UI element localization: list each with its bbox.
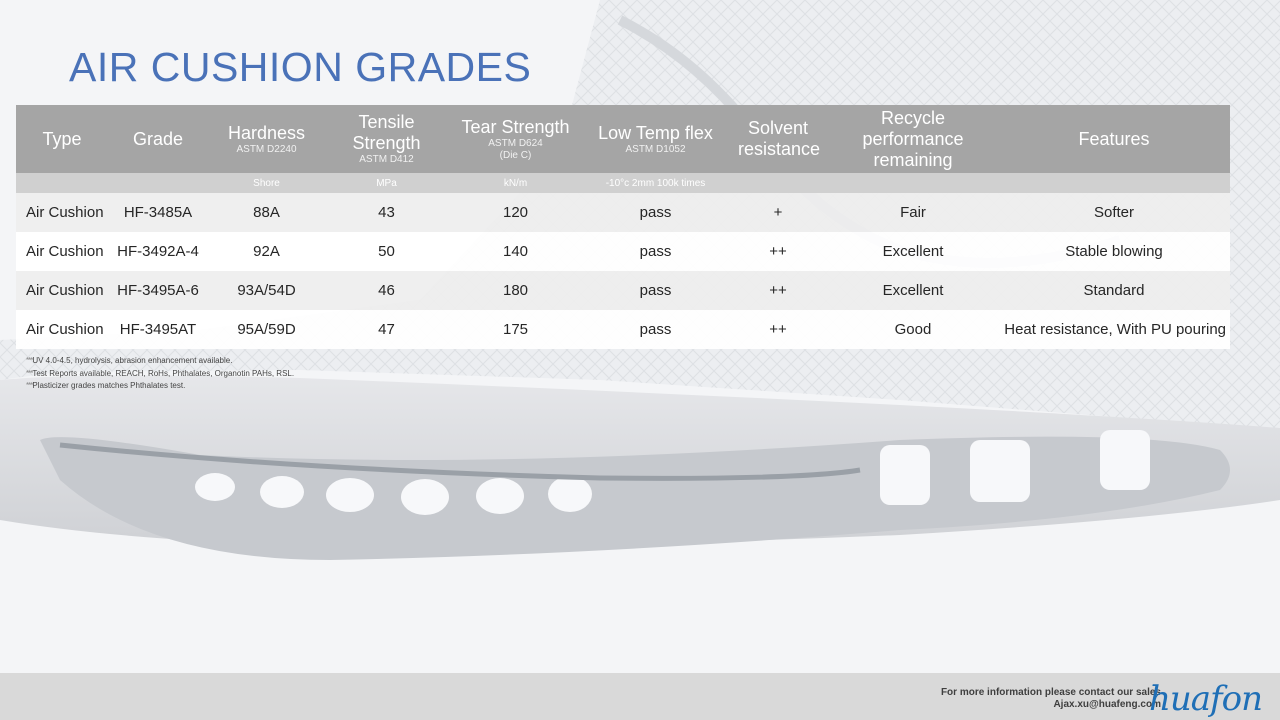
table-row — [16, 271, 1230, 310]
units-row — [16, 173, 1230, 193]
unit-cell — [998, 173, 1230, 193]
footnote-line: ***UV 4.0-4.5, hydrolysis, abrasion enhancement available. — [26, 356, 233, 365]
cell-low-temp: pass — [583, 232, 728, 271]
cell-type: Air Cushion — [16, 193, 108, 232]
cell-features: Standard — [998, 271, 1230, 310]
footer-bar — [0, 673, 1280, 720]
air-cushion-grades-table — [16, 105, 1230, 349]
unit-cell — [828, 173, 998, 193]
table-row — [16, 232, 1230, 271]
contact-email[interactable]: Ajax.xu@huafeng.com — [1053, 699, 1161, 710]
cell-features: Stable blowing — [998, 232, 1230, 271]
cell-hardness: 93A/54D — [208, 271, 325, 310]
cell-low-temp: pass — [583, 271, 728, 310]
header-grade: Grade — [108, 105, 208, 173]
cell-tear: 140 — [448, 232, 583, 271]
unit-cell: Shore — [208, 173, 325, 193]
header-features: Features — [998, 105, 1230, 173]
header-type: Type — [16, 105, 108, 173]
cell-hardness: 95A/59D — [208, 310, 325, 349]
table-header-row — [16, 105, 1230, 173]
header-recycle-performance: Recycle performance remaining — [828, 105, 998, 173]
cell-low-temp: pass — [583, 193, 728, 232]
table-row — [16, 310, 1230, 349]
cell-grade: HF-3495AT — [108, 310, 208, 349]
header-solvent-resistance: Solvent resistance — [728, 105, 828, 173]
cell-solvent: ++ — [728, 310, 828, 349]
header-hardness: Hardness ASTM D2240 — [208, 105, 325, 173]
cell-tensile: 46 — [325, 271, 448, 310]
cell-tensile: 50 — [325, 232, 448, 271]
cell-features: Softer — [998, 193, 1230, 232]
cell-low-temp: pass — [583, 310, 728, 349]
page-title: AIR CUSHION GRADES — [69, 44, 532, 90]
header-low-temp-flex: Low Temp flex ASTM D1052 — [583, 105, 728, 173]
cell-hardness: 92A — [208, 232, 325, 271]
cell-tear: 180 — [448, 271, 583, 310]
cell-recycle: Fair — [828, 193, 998, 232]
cell-type: Air Cushion — [16, 232, 108, 271]
cell-hardness: 88A — [208, 193, 325, 232]
footnote-line: ***Test Reports available, REACH, RoHs, Phthalates, Organotin PAHs, RSL. — [26, 368, 295, 378]
table-row — [16, 193, 1230, 232]
cell-grade: HF-3492A-4 — [108, 232, 208, 271]
footnotes — [26, 355, 294, 393]
cell-recycle: Good — [828, 310, 998, 349]
unit-cell: -10°c 2mm 100k times — [583, 173, 728, 193]
cell-recycle: Excellent — [828, 271, 998, 310]
cell-type: Air Cushion — [16, 310, 108, 349]
cell-solvent: ++ — [728, 271, 828, 310]
header-tear-strength: Tear Strength ASTM D624 (Die C) — [448, 105, 583, 173]
footnote-line: ***Plasticizer grades matches Phthalates test. — [26, 381, 186, 390]
cell-tear: 175 — [448, 310, 583, 349]
cell-tear: 120 — [448, 193, 583, 232]
cell-type: Air Cushion — [16, 271, 108, 310]
cell-grade: HF-3495A-6 — [108, 271, 208, 310]
cell-tensile: 47 — [325, 310, 448, 349]
unit-cell — [16, 173, 108, 193]
header-tensile-strength: Tensile Strength ASTM D412 — [325, 105, 448, 173]
cell-tensile: 43 — [325, 193, 448, 232]
contact-text: For more information please contact our sales — [940, 687, 1161, 698]
cell-solvent: ++ — [728, 232, 828, 271]
unit-cell — [728, 173, 828, 193]
unit-cell: MPa — [325, 173, 448, 193]
unit-cell — [108, 173, 208, 193]
unit-cell: kN/m — [448, 173, 583, 193]
huafon-logo: huafon — [1148, 679, 1262, 719]
cell-recycle: Excellent — [828, 232, 998, 271]
cell-grade: HF-3485A — [108, 193, 208, 232]
contact-info — [941, 687, 1161, 711]
cell-solvent: + — [728, 193, 828, 232]
cell-features: Heat resistance, With PU pouring — [998, 310, 1230, 349]
